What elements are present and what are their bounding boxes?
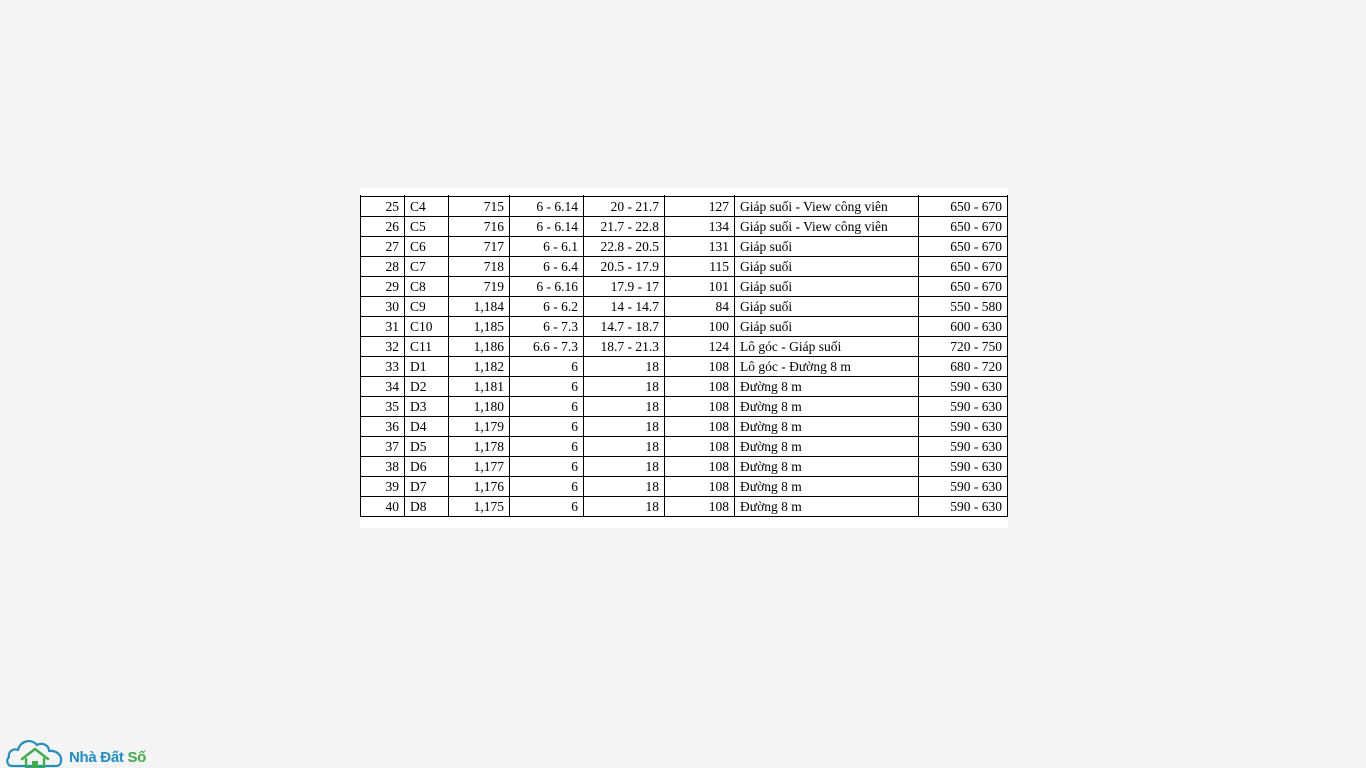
cell-lot: D4	[405, 417, 449, 437]
cell-note: Giáp suối	[735, 277, 919, 297]
cell-price: 550 - 580	[919, 297, 1008, 317]
table-row	[361, 237, 1008, 257]
cell-stt: 25	[361, 197, 405, 217]
cell-length: 14.7 - 18.7	[584, 317, 665, 337]
cell-lot: C11	[405, 337, 449, 357]
cell-stt: 33	[361, 357, 405, 377]
house-cloud-icon	[6, 732, 68, 768]
cell-price: 590 - 630	[919, 397, 1008, 417]
cell-width: 6 - 6.14	[510, 197, 584, 217]
cell-area: 1,179	[449, 417, 510, 437]
cell-width: 6	[510, 437, 584, 457]
cell-price: 650 - 670	[919, 237, 1008, 257]
cell-price: 650 - 670	[919, 217, 1008, 237]
cell-length: 20 - 21.7	[584, 197, 665, 217]
table-body	[361, 195, 1008, 517]
cell-width: 6	[510, 417, 584, 437]
cell-lot: D5	[405, 437, 449, 457]
logo-text-secondary: Số	[127, 749, 147, 766]
cell-stt: 27	[361, 237, 405, 257]
cell-width: 6 - 6.1	[510, 237, 584, 257]
cell-area: 716	[449, 217, 510, 237]
cell-price: 680 - 720	[919, 357, 1008, 377]
cell-price: 650 - 670	[919, 257, 1008, 277]
cell-lot: D8	[405, 497, 449, 517]
cell-stt: 34	[361, 377, 405, 397]
cell-price: 650 - 670	[919, 197, 1008, 217]
cell-lot: C7	[405, 257, 449, 277]
cell-length: 18	[584, 437, 665, 457]
cell-size: 84	[665, 297, 735, 317]
cell-length: 18	[584, 377, 665, 397]
table-row	[361, 217, 1008, 237]
cell-size: 131	[665, 237, 735, 257]
cell-note: Đường 8 m	[735, 457, 919, 477]
table-row	[361, 257, 1008, 277]
table-row	[361, 317, 1008, 337]
cell-width: 6	[510, 457, 584, 477]
cell-length: 18	[584, 397, 665, 417]
table-row	[361, 337, 1008, 357]
cell-price: 590 - 630	[919, 457, 1008, 477]
cell-size: 115	[665, 257, 735, 277]
cell-note: Đường 8 m	[735, 397, 919, 417]
cell-lot: D1	[405, 357, 449, 377]
cell-area: 1,184	[449, 297, 510, 317]
logo-wordmark	[69, 749, 146, 766]
cell-length: 21.7 - 22.8	[584, 217, 665, 237]
cell-length: 18	[584, 457, 665, 477]
cell-size: 108	[665, 417, 735, 437]
cell-size: 108	[665, 397, 735, 417]
cell-length: 18	[584, 417, 665, 437]
cell-price: 590 - 630	[919, 477, 1008, 497]
cell-lot: D6	[405, 457, 449, 477]
cell-size: 101	[665, 277, 735, 297]
cell-area: 1,185	[449, 317, 510, 337]
lot-price-table	[360, 195, 1008, 517]
cell-lot: C10	[405, 317, 449, 337]
cell-note: Giáp suối	[735, 317, 919, 337]
cell-note: Giáp suối	[735, 257, 919, 277]
cell-width: 6 - 6.16	[510, 277, 584, 297]
cell-lot: D2	[405, 377, 449, 397]
table-row	[361, 417, 1008, 437]
cell-price: 650 - 670	[919, 277, 1008, 297]
cell-area: 1,180	[449, 397, 510, 417]
cell-size: 134	[665, 217, 735, 237]
cell-stt: 29	[361, 277, 405, 297]
cell-size: 124	[665, 337, 735, 357]
cell-note: Đường 8 m	[735, 417, 919, 437]
cell-length: 18	[584, 497, 665, 517]
cell-size: 108	[665, 377, 735, 397]
cell-size: 127	[665, 197, 735, 217]
cell-lot: C9	[405, 297, 449, 317]
cell-note: Lô góc - Đường 8 m	[735, 357, 919, 377]
site-logo	[6, 732, 156, 768]
cell-note: Đường 8 m	[735, 437, 919, 457]
cell-stt: 39	[361, 477, 405, 497]
cell-length: 18.7 - 21.3	[584, 337, 665, 357]
table-row	[361, 377, 1008, 397]
cell-price: 600 - 630	[919, 317, 1008, 337]
table-row	[361, 457, 1008, 477]
cell-length: 18	[584, 477, 665, 497]
cell-size: 100	[665, 317, 735, 337]
cell-price: 590 - 630	[919, 437, 1008, 457]
cell-width: 6	[510, 357, 584, 377]
cell-lot: D7	[405, 477, 449, 497]
cell-lot: C4	[405, 197, 449, 217]
cell-note: Giáp suối - View công viên	[735, 217, 919, 237]
cell-note: Lô góc - Giáp suối	[735, 337, 919, 357]
cell-area: 1,181	[449, 377, 510, 397]
cell-width: 6.6 - 7.3	[510, 337, 584, 357]
spreadsheet-crop	[360, 188, 1008, 528]
cell-width: 6	[510, 497, 584, 517]
cell-size: 108	[665, 437, 735, 457]
cell-width: 6	[510, 377, 584, 397]
table-row	[361, 437, 1008, 457]
cell-width: 6	[510, 477, 584, 497]
cell-lot: C5	[405, 217, 449, 237]
cell-stt: 31	[361, 317, 405, 337]
cell-stt: 30	[361, 297, 405, 317]
table-row	[361, 277, 1008, 297]
cell-width: 6 - 6.2	[510, 297, 584, 317]
cell-lot: C8	[405, 277, 449, 297]
cell-note: Đường 8 m	[735, 377, 919, 397]
cell-stt: 40	[361, 497, 405, 517]
logo-text-primary: Nhà Đất	[69, 749, 124, 766]
cell-stt: 32	[361, 337, 405, 357]
cell-length: 20.5 - 17.9	[584, 257, 665, 277]
cell-area: 1,178	[449, 437, 510, 457]
cell-price: 720 - 750	[919, 337, 1008, 357]
table-row	[361, 357, 1008, 377]
cell-lot: C6	[405, 237, 449, 257]
cell-area: 1,177	[449, 457, 510, 477]
cell-stt: 28	[361, 257, 405, 277]
cell-length: 18	[584, 357, 665, 377]
cell-price: 590 - 630	[919, 417, 1008, 437]
cell-area: 1,176	[449, 477, 510, 497]
cell-area: 717	[449, 237, 510, 257]
cell-stt: 38	[361, 457, 405, 477]
cell-stt: 35	[361, 397, 405, 417]
cell-price: 590 - 630	[919, 497, 1008, 517]
cell-length: 17.9 - 17	[584, 277, 665, 297]
cell-size: 108	[665, 457, 735, 477]
cell-area: 1,182	[449, 357, 510, 377]
cell-width: 6 - 6.14	[510, 217, 584, 237]
table-row	[361, 497, 1008, 517]
cell-note: Giáp suối - View công viên	[735, 197, 919, 217]
cell-note: Đường 8 m	[735, 477, 919, 497]
cell-size: 108	[665, 357, 735, 377]
table-row	[361, 397, 1008, 417]
cell-stt: 36	[361, 417, 405, 437]
cell-note: Giáp suối	[735, 237, 919, 257]
table-row	[361, 477, 1008, 497]
cell-price: 590 - 630	[919, 377, 1008, 397]
cell-lot: D3	[405, 397, 449, 417]
cell-width: 6 - 6.4	[510, 257, 584, 277]
cell-stt: 26	[361, 217, 405, 237]
cell-length: 14 - 14.7	[584, 297, 665, 317]
cell-width: 6	[510, 397, 584, 417]
table-row	[361, 197, 1008, 217]
cell-size: 108	[665, 477, 735, 497]
cell-area: 718	[449, 257, 510, 277]
cell-width: 6 - 7.3	[510, 317, 584, 337]
cell-size: 108	[665, 497, 735, 517]
cell-note: Giáp suối	[735, 297, 919, 317]
cell-area: 1,175	[449, 497, 510, 517]
cell-stt: 37	[361, 437, 405, 457]
cell-area: 1,186	[449, 337, 510, 357]
cell-area: 719	[449, 277, 510, 297]
cell-area: 715	[449, 197, 510, 217]
cell-length: 22.8 - 20.5	[584, 237, 665, 257]
table-row	[361, 297, 1008, 317]
cell-note: Đường 8 m	[735, 497, 919, 517]
